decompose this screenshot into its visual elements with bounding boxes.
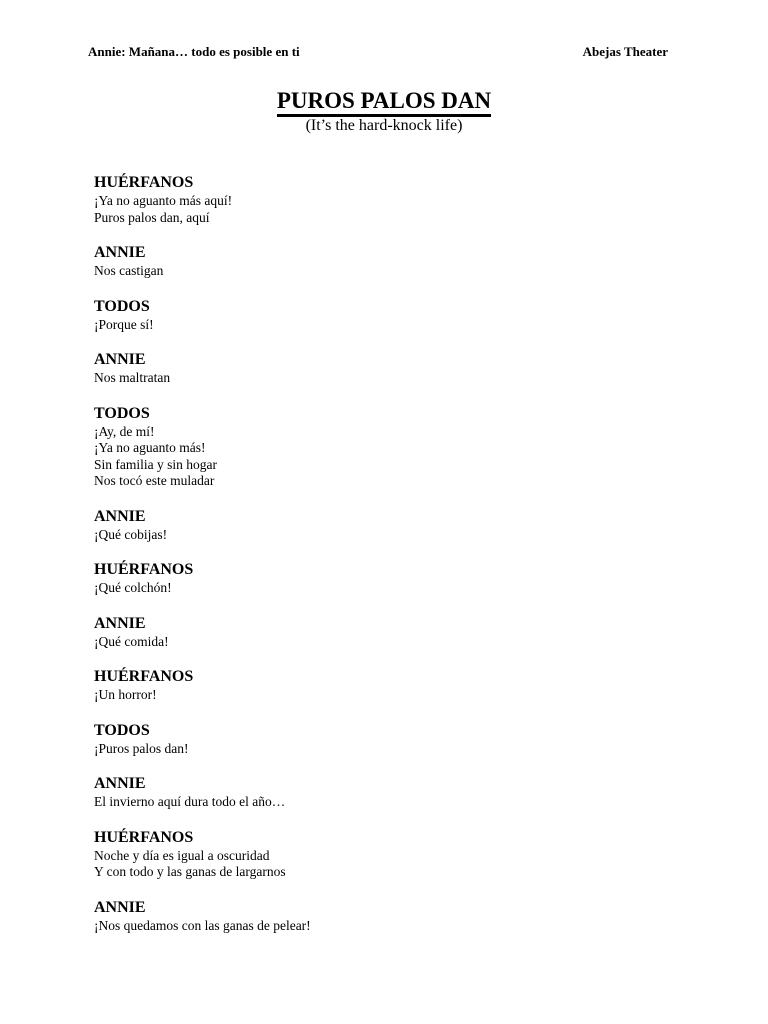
- lyric-block: [94, 404, 694, 490]
- lyric-line: Nos castigan: [94, 263, 164, 278]
- speaker-name: HUÉRFANOS: [94, 174, 194, 191]
- lyric-line: ¡Ya no aguanto más aquí!: [94, 193, 233, 208]
- song-subtitle: (It’s the hard-knock life): [305, 117, 463, 134]
- lyric-line: ¡Un horror!: [94, 687, 157, 702]
- speaker-name: ANNIE: [94, 244, 146, 261]
- lyric-line: ¡Puros palos dan!: [94, 740, 189, 756]
- speaker-name: ANNIE: [94, 614, 146, 632]
- lyric-block: [94, 297, 694, 334]
- lyric-line: ¡Qué colchón!: [94, 580, 172, 595]
- song-title-block: [0, 88, 768, 135]
- lyric-line: ¡Ay, de mí!: [94, 423, 155, 439]
- lyric-block: [94, 243, 694, 280]
- lyric-line: ¡Qué comida!: [94, 633, 169, 649]
- speaker-name: ANNIE: [94, 898, 146, 916]
- lyric-block: [94, 173, 694, 226]
- speaker-name: HUÉRFANOS: [94, 668, 194, 685]
- lyric-line: Y con todo y las ganas de largarnos: [94, 864, 286, 879]
- speaker-name: TODOS: [94, 404, 150, 422]
- speaker-name: ANNIE: [94, 351, 146, 368]
- lyric-block: [94, 828, 694, 881]
- lyric-line: Nos maltratan: [94, 370, 171, 385]
- lyrics-body: [94, 173, 694, 951]
- song-title: PUROS PALOS DAN: [277, 88, 491, 117]
- lyric-block: [94, 898, 694, 935]
- lyric-block: [94, 667, 694, 704]
- lyric-block: [94, 614, 694, 651]
- lyric-line: ¡Qué cobijas!: [94, 526, 168, 542]
- lyric-line: Sin familia y sin hogar: [94, 456, 217, 472]
- lyric-block: [94, 721, 694, 758]
- lyric-line: El invierno aquí dura todo el año…: [94, 794, 286, 809]
- lyric-line: Puros palos dan, aquí: [94, 209, 210, 225]
- lyric-line: ¡Porque sí!: [94, 316, 154, 332]
- speaker-name: ANNIE: [94, 507, 146, 525]
- lyric-block: [94, 507, 694, 544]
- speaker-name: HUÉRFANOS: [94, 828, 194, 846]
- lyric-block: [94, 560, 694, 597]
- header-right: Abejas Theater: [582, 44, 668, 59]
- lyric-block: [94, 774, 694, 811]
- lyric-line: ¡Ya no aguanto más!: [94, 440, 206, 455]
- speaker-name: TODOS: [94, 297, 150, 315]
- lyric-line: Nos tocó este muladar: [94, 473, 215, 488]
- lyric-block: [94, 350, 694, 387]
- speaker-name: HUÉRFANOS: [94, 561, 194, 578]
- lyric-line: Noche y día es igual a oscuridad: [94, 847, 270, 863]
- speaker-name: TODOS: [94, 721, 150, 739]
- page-header: [88, 44, 668, 60]
- lyric-line: ¡Nos quedamos con las ganas de pelear!: [94, 917, 311, 933]
- speaker-name: ANNIE: [94, 775, 146, 792]
- header-left: Annie: Mañana… todo es posible en ti: [88, 44, 300, 59]
